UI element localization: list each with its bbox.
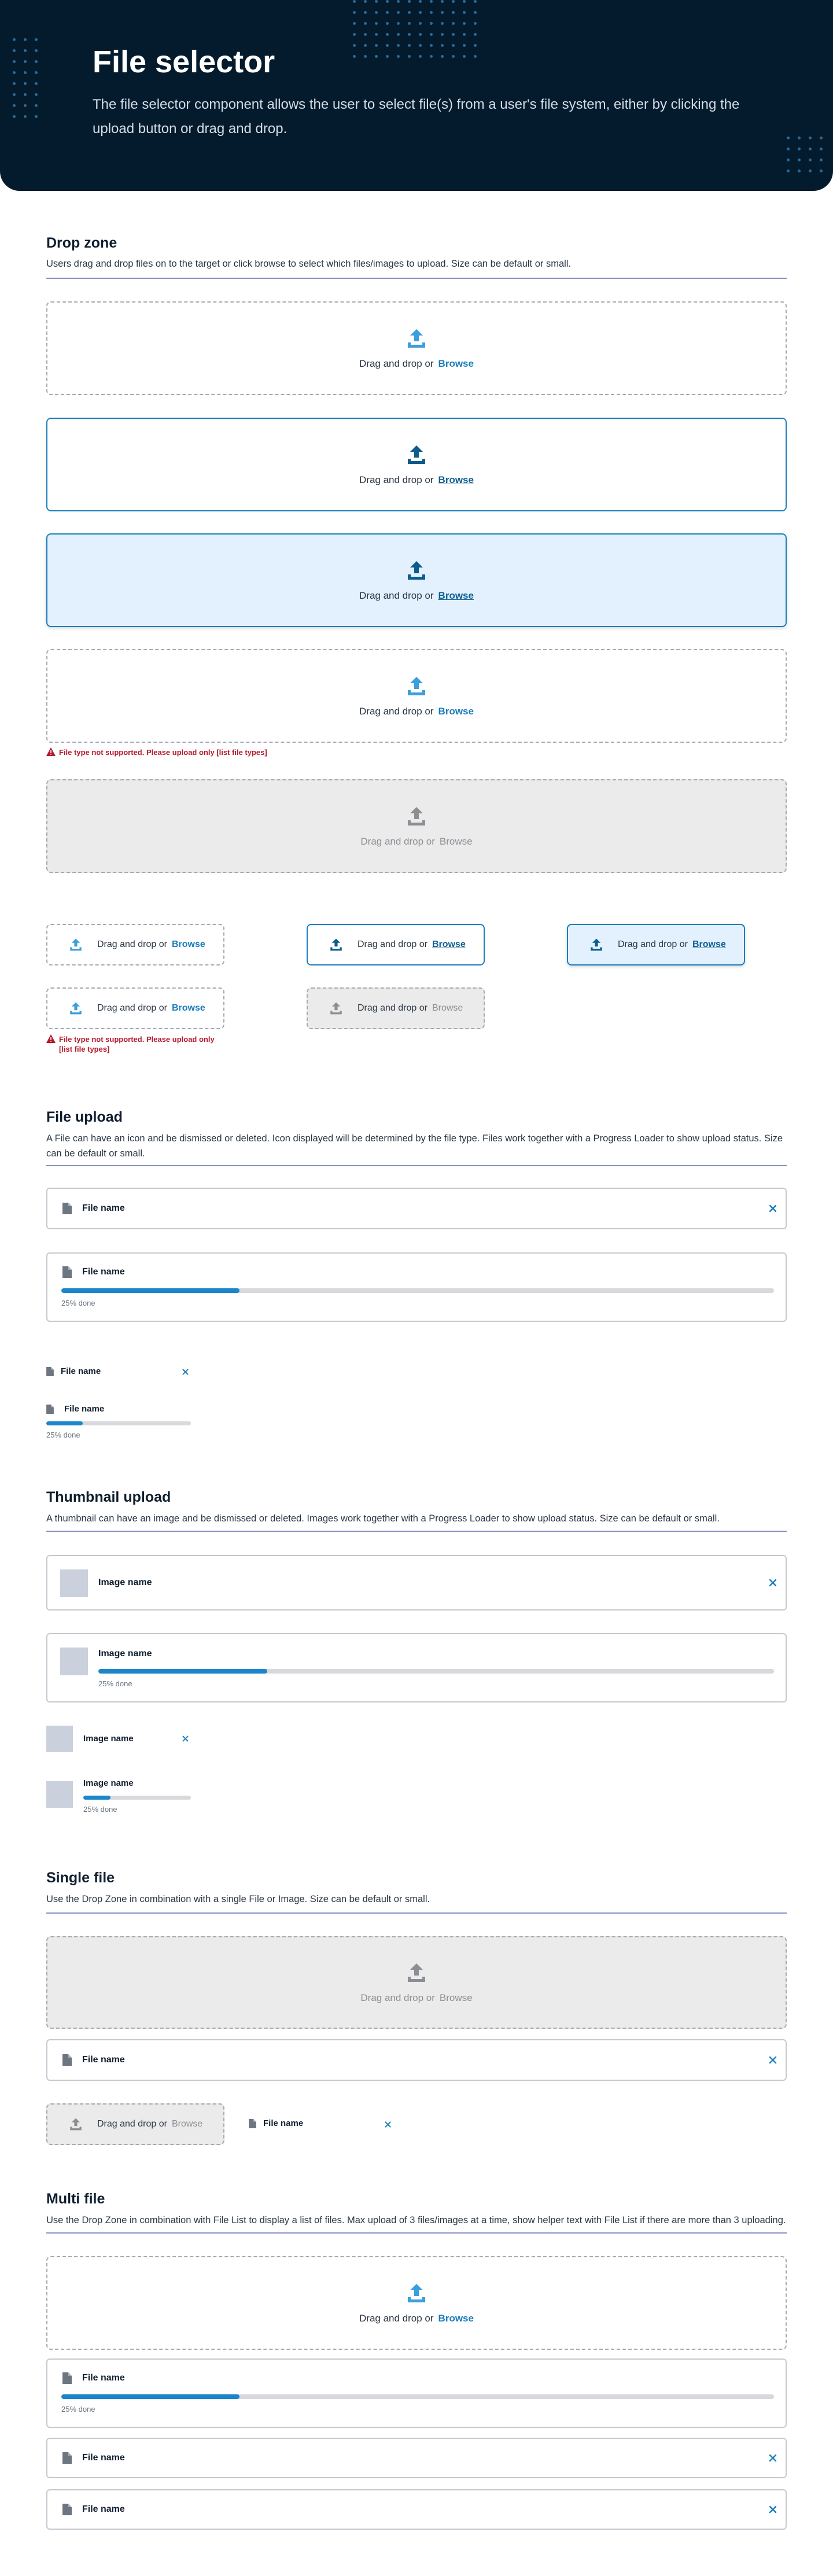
image-name: Image name <box>98 1578 152 1587</box>
dot <box>24 60 27 63</box>
dot <box>408 22 411 25</box>
upload-icon <box>405 805 428 828</box>
upload-icon <box>68 1001 83 1016</box>
drop-zone-prompt: Drag and drop or <box>359 474 434 485</box>
dot <box>397 0 400 3</box>
dot <box>787 169 790 172</box>
drop-zone-prompt: Drag and drop or <box>359 706 434 717</box>
thumbnail-card <box>46 1555 787 1611</box>
close-icon[interactable] <box>384 2121 392 2128</box>
file-item-small <box>46 1366 101 1376</box>
progress-bar <box>61 1288 774 1293</box>
drop-zone-prompt: Drag and drop or <box>97 2119 167 2129</box>
dot <box>13 49 16 52</box>
dot <box>787 159 790 161</box>
dot <box>397 11 400 14</box>
browse-link[interactable]: Browse <box>438 706 474 717</box>
dot <box>375 11 378 14</box>
section-title-thumbnail-upload: Thumbnail upload <box>46 1489 171 1505</box>
upload-icon <box>405 675 428 698</box>
dot <box>13 82 16 85</box>
document-icon <box>62 1203 72 1214</box>
dot <box>463 33 466 36</box>
dot <box>397 22 400 25</box>
dot <box>798 148 801 150</box>
close-icon[interactable] <box>768 2055 777 2065</box>
dot <box>35 104 38 107</box>
file-name: File name <box>82 2504 125 2514</box>
upload-icon <box>405 559 428 582</box>
upload-icon <box>405 327 428 350</box>
dot <box>24 49 27 52</box>
dot <box>35 93 38 96</box>
dot <box>430 0 433 3</box>
file-name: File name <box>82 1267 125 1277</box>
browse-link: Browse <box>439 836 473 847</box>
dot <box>787 148 790 150</box>
browse-link: Browse <box>432 1003 463 1013</box>
dot <box>24 115 27 118</box>
thumbnail-image-small <box>46 1726 73 1752</box>
dot <box>463 22 466 25</box>
dot <box>364 22 367 25</box>
dot <box>463 11 466 14</box>
image-name: Image name <box>83 1778 134 1788</box>
file-name: File name <box>82 1203 125 1213</box>
dot <box>35 38 38 41</box>
dot <box>419 11 422 14</box>
dot <box>441 44 444 47</box>
section-title-drop-zone: Drop zone <box>46 235 117 251</box>
thumbnail-image <box>60 1648 88 1675</box>
dot <box>430 22 433 25</box>
dot <box>364 0 367 3</box>
dot <box>408 11 411 14</box>
dot <box>375 55 378 58</box>
close-icon[interactable] <box>768 1204 777 1213</box>
dot <box>24 38 27 41</box>
section-desc-drop-zone: Users drag and drop files on to the target or click browse to select which files/images to upload. Size can be default or small. <box>46 259 572 269</box>
drop-zone-default[interactable] <box>46 2256 787 2350</box>
drop-zone-prompt: Drag and drop or <box>360 836 435 847</box>
progress-fill <box>83 1796 110 1800</box>
dot <box>474 55 477 58</box>
file-name: File name <box>82 2055 125 2065</box>
progress-bar <box>61 2394 774 2399</box>
dot <box>798 137 801 139</box>
progress-fill <box>46 1421 83 1425</box>
browse-link[interactable]: Browse <box>171 1003 205 1013</box>
dot <box>35 60 38 63</box>
dot <box>452 0 455 3</box>
file-card-uploading <box>46 1252 787 1322</box>
file-name: File name <box>64 1404 105 1414</box>
dot <box>375 0 378 3</box>
file-name: File name <box>82 2373 125 2383</box>
dot <box>430 44 433 47</box>
error-text-line2: [list file types] <box>59 1045 110 1053</box>
document-icon <box>62 2054 72 2066</box>
close-icon[interactable] <box>182 1735 189 1742</box>
dot <box>809 169 812 172</box>
drop-zone-disabled <box>46 779 787 873</box>
drop-zone-prompt: Drag and drop or <box>359 2313 434 2324</box>
dot <box>13 93 16 96</box>
drop-zone-prompt: Drag and drop or <box>359 590 434 601</box>
dot <box>364 44 367 47</box>
browse-link: Browse <box>439 1992 473 2003</box>
dot <box>408 55 411 58</box>
section-desc-file-upload: A File can have an icon and be dismissed or deleted. Icon displayed will be determined by the file type. Files work together with a Progress Loader to show upload status. Size can be default or small. <box>46 1133 783 1159</box>
dot <box>375 22 378 25</box>
dot <box>24 71 27 74</box>
dot <box>13 115 16 118</box>
dot <box>419 55 422 58</box>
dot <box>820 137 823 139</box>
dot <box>787 137 790 139</box>
document-icon <box>62 2504 72 2515</box>
drop-zone-prompt: Drag and drop or <box>357 939 427 949</box>
dot <box>13 104 16 107</box>
drop-zone-prompt: Drag and drop or <box>359 358 434 369</box>
dot <box>452 33 455 36</box>
dot <box>809 148 812 150</box>
page-title: File selector <box>93 45 275 79</box>
dot <box>397 33 400 36</box>
dot <box>353 44 356 47</box>
dot <box>430 55 433 58</box>
progress-fill <box>98 1669 267 1674</box>
dot <box>386 44 389 47</box>
dot <box>798 169 801 172</box>
drop-zone-small-hover[interactable] <box>307 924 485 965</box>
section-title-file-upload: File upload <box>46 1109 123 1125</box>
dot <box>820 148 823 150</box>
dot <box>375 44 378 47</box>
thumbnail-image <box>60 1569 88 1597</box>
dot <box>408 0 411 3</box>
dot <box>419 22 422 25</box>
dot <box>441 55 444 58</box>
dot <box>441 22 444 25</box>
upload-icon <box>329 1001 344 1016</box>
dot <box>419 44 422 47</box>
drop-zone-disabled <box>46 1936 787 2029</box>
dot <box>353 33 356 36</box>
drop-zone-prompt: Drag and drop or <box>97 1003 167 1013</box>
dot <box>452 44 455 47</box>
dot <box>798 159 801 161</box>
dot <box>24 104 27 107</box>
file-card <box>46 1188 787 1229</box>
document-icon <box>46 1367 54 1376</box>
image-name: Image name <box>83 1734 134 1744</box>
upload-icon <box>329 937 344 952</box>
dot <box>35 82 38 85</box>
upload-icon <box>405 2282 428 2305</box>
dot <box>452 11 455 14</box>
close-icon[interactable] <box>182 1368 189 1376</box>
dot <box>441 0 444 3</box>
drop-zone-small-disabled <box>307 987 485 1029</box>
section-divider <box>46 1531 787 1532</box>
section-divider <box>46 278 787 279</box>
dot <box>474 22 477 25</box>
document-icon <box>46 1405 54 1414</box>
upload-icon <box>405 443 428 466</box>
progress-bar <box>83 1796 191 1800</box>
error-text-line1: File type not supported. Please upload only <box>59 1035 215 1044</box>
section-title-multi-file: Multi file <box>46 2191 105 2207</box>
dot <box>35 115 38 118</box>
dot <box>408 33 411 36</box>
dot <box>364 11 367 14</box>
drop-zone-prompt: Drag and drop or <box>618 939 688 949</box>
upload-icon <box>68 2117 83 2132</box>
page-description: The file selector component allows the user to select file(s) from a user's file system, either by clicking the upload button or drag and drop. <box>93 97 740 137</box>
file-card <box>46 2489 787 2530</box>
file-card <box>46 2438 787 2478</box>
dot <box>386 22 389 25</box>
dot <box>452 22 455 25</box>
image-name: Image name <box>98 1649 152 1659</box>
progress-label: 25% done <box>61 1299 95 1307</box>
close-icon[interactable] <box>768 2505 777 2514</box>
thumbnail-card-uploading <box>46 1633 787 1702</box>
dot-pattern-right <box>787 137 831 172</box>
dot <box>364 55 367 58</box>
dot <box>13 38 16 41</box>
browse-link[interactable]: Browse <box>438 358 474 369</box>
dot <box>408 44 411 47</box>
dot <box>474 33 477 36</box>
dot <box>13 71 16 74</box>
progress-label: 25% done <box>46 1431 80 1439</box>
section-desc-thumbnail-upload: A thumbnail can have an image and be dismissed or deleted. Images work together with a Progress Loader to show upload status. Size can be default or small. <box>46 1513 720 1524</box>
browse-link[interactable]: Browse <box>438 2313 474 2324</box>
error-text: File type not supported. Please upload only [list file types] <box>59 748 267 757</box>
dot <box>353 55 356 58</box>
section-divider <box>46 1165 787 1166</box>
progress-fill <box>61 1288 239 1293</box>
dot <box>24 82 27 85</box>
file-item-small <box>249 2118 303 2128</box>
error-message-small <box>46 1034 215 1054</box>
drop-zone-small-default[interactable] <box>46 924 224 965</box>
drop-zone-prompt: Drag and drop or <box>97 939 167 949</box>
section-title-single-file: Single file <box>46 1870 115 1886</box>
file-card-uploading <box>46 2358 787 2428</box>
warning-icon <box>46 1034 56 1043</box>
dot <box>397 44 400 47</box>
progress-label: 25% done <box>83 1805 117 1814</box>
drop-zone-hover[interactable] <box>46 418 787 511</box>
close-icon[interactable] <box>768 1578 777 1587</box>
dot <box>430 11 433 14</box>
drop-zone-prompt: Drag and drop or <box>360 1992 435 2003</box>
file-item-small-uploading <box>46 1404 104 1414</box>
error-message <box>46 747 267 757</box>
dot <box>353 0 356 3</box>
document-icon <box>62 2452 72 2464</box>
document-icon <box>62 2372 72 2384</box>
dot <box>463 0 466 3</box>
section-divider <box>46 2232 787 2234</box>
thumbnail-image-small <box>46 1781 73 1808</box>
dot <box>463 55 466 58</box>
dot <box>386 11 389 14</box>
dot <box>35 49 38 52</box>
dot <box>430 33 433 36</box>
drop-zone-active[interactable] <box>46 533 787 627</box>
drop-zone-default[interactable] <box>46 301 787 395</box>
dot <box>353 11 356 14</box>
dot <box>386 33 389 36</box>
browse-link[interactable]: Browse <box>438 474 474 485</box>
file-name: File name <box>61 1366 101 1376</box>
dot-pattern-left <box>13 38 46 118</box>
progress-label: 25% done <box>61 2405 95 2413</box>
drop-zone-small-disabled <box>46 2103 224 2145</box>
progress-label: 25% done <box>98 1679 132 1688</box>
dot <box>24 93 27 96</box>
progress-bar <box>98 1669 774 1674</box>
close-icon[interactable] <box>768 2453 777 2463</box>
drop-zone-error[interactable] <box>46 649 787 743</box>
dot <box>397 55 400 58</box>
dot <box>441 33 444 36</box>
browse-link[interactable]: Browse <box>692 939 726 949</box>
browse-link[interactable]: Browse <box>432 939 466 949</box>
dot <box>474 0 477 3</box>
dot <box>474 11 477 14</box>
dot-pattern-top <box>353 0 485 58</box>
upload-icon <box>589 937 604 952</box>
section-desc-multi-file: Use the Drop Zone in combination with File List to display a list of files. Max upload of 3 files/images at a time, show helper text with File List if there are more than 3 uploading. <box>46 2215 786 2225</box>
dot <box>364 33 367 36</box>
browse-link[interactable]: Browse <box>171 939 205 949</box>
section-divider <box>46 1912 787 1914</box>
dot <box>419 0 422 3</box>
progress-fill <box>61 2394 239 2399</box>
dot <box>386 0 389 3</box>
dot <box>375 33 378 36</box>
upload-icon <box>405 1961 428 1984</box>
drop-zone-small-error[interactable] <box>46 987 224 1029</box>
hero-banner <box>0 0 833 191</box>
file-name: File name <box>263 2118 304 2128</box>
dot <box>441 11 444 14</box>
dot <box>809 137 812 139</box>
warning-icon <box>46 747 56 756</box>
document-icon <box>249 2119 256 2128</box>
progress-bar <box>46 1421 191 1425</box>
document-icon <box>62 1266 72 1278</box>
dot <box>820 159 823 161</box>
browse-link[interactable]: Browse <box>438 590 474 601</box>
section-desc-single-file: Use the Drop Zone in combination with a single File or Image. Size can be default or small. <box>46 1894 430 1904</box>
dot <box>474 44 477 47</box>
file-name: File name <box>82 2453 125 2463</box>
dot <box>353 22 356 25</box>
browse-link: Browse <box>171 2119 203 2129</box>
dot <box>35 71 38 74</box>
file-card <box>46 2039 787 2081</box>
upload-icon <box>68 937 83 952</box>
dot <box>820 169 823 172</box>
drop-zone-small-active[interactable] <box>567 924 745 965</box>
dot <box>13 60 16 63</box>
dot <box>809 159 812 161</box>
dot <box>452 55 455 58</box>
drop-zone-prompt: Drag and drop or <box>357 1003 427 1013</box>
dot <box>419 33 422 36</box>
dot <box>386 55 389 58</box>
dot <box>463 44 466 47</box>
